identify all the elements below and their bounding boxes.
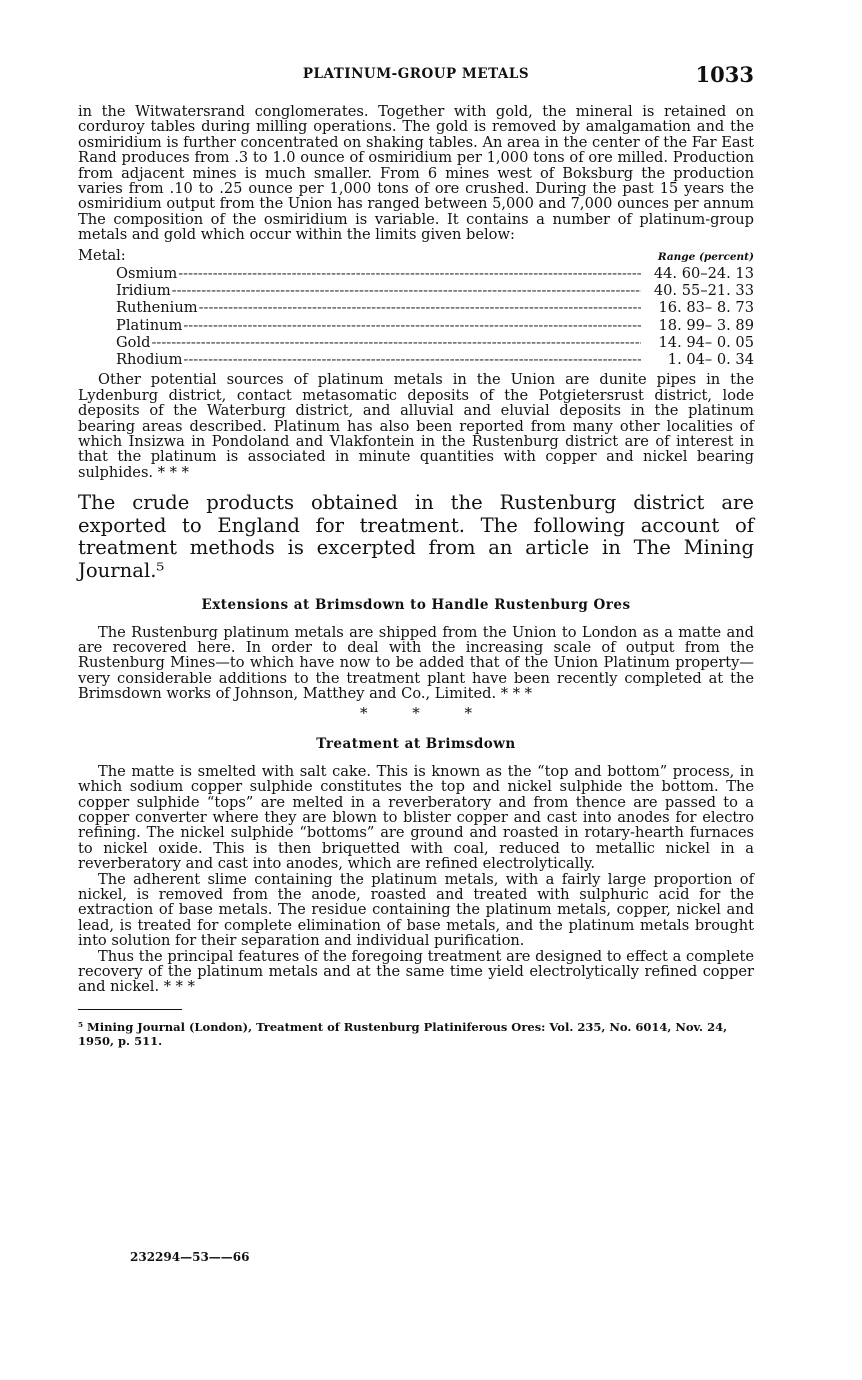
paragraph-crude-products: The crude products obtained in the Rustenburg district are exported to England for treatment. The following account of treatment methods is excerpted from an article in The Mining Journal.⁵: [78, 491, 754, 583]
metal-table: [78, 265, 754, 369]
page-number: 1033: [695, 62, 754, 87]
paragraph-other-sources: Other potential sources of platinum metals in the Union are dunite pipes in the Lydenburg district, contact metasomatic deposits of the Potgietersrust district, lode deposits of the Waterburg district, and alluvial and eluvial deposits in the platinum bearing areas described. Platinum has also been reported from many other localities of which Insizwa in Pondoland and Vlakfontein in the Rustenburg district are of interest in that the platinum is associated in minute quantities with copper and nickel bearing sulphides. * * *: [78, 371, 754, 481]
paragraph-principal-features: Thus the principal features of the foregoing treatment are designed to effect a complete recovery of the platinum metals and at the same time yield electrolytically refined copper and nickel. * * *: [78, 947, 754, 996]
printer-code: 232294—53——66: [130, 1250, 250, 1264]
metal-name: Osmium: [116, 264, 178, 282]
metal-range: 44. 60–24. 13: [653, 264, 754, 282]
footnote: ⁵ Mining Journal (London), Treatment of Rustenburg Platiniferous Ores: Vol. 235, No. 6014, Nov. 24, 1950, p. 511.: [78, 1019, 728, 1048]
metal-row: [78, 265, 754, 282]
leader-dots: [151, 334, 641, 351]
heading-extensions: Extensions at Brimsdown to Handle Rustenburg Ores: [201, 596, 631, 613]
body-text: [78, 104, 754, 1048]
metal-name: Iridium: [116, 281, 171, 299]
metal-row: [78, 317, 754, 334]
metal-name: Platinum: [116, 316, 183, 334]
leader-dots: [172, 282, 641, 299]
metal-range: 18. 99– 3. 89: [658, 316, 754, 334]
metal-range: 40. 55–21. 33: [653, 281, 754, 299]
metal-name: Rhodium: [116, 351, 183, 369]
leader-dots: [183, 351, 641, 368]
metal-row: [78, 334, 754, 351]
paragraph-matte-smelting: The matte is smelted with salt cake. This is known as the “top and bottom” process, in which sodium copper sulphide constitutes the top and nickel sulphide the bottom. The copper sulphide “tops” are melted in a reverberatory and from thence are passed to a copper converter where they are blown to blister copper and cast into anodes for electro refining. The nickel sulphide “bottoms” are ground and roasted in rotary-hearth furnaces to nickel oxide. This is then briquetted with coal, reduced to metallic nickel in a reverberatory and cast into anodes, which are refined electrolytically.: [78, 762, 754, 873]
metal-row: [78, 351, 754, 368]
paragraph-witwatersrand: in the Witwatersrand conglomerates. Together with gold, the mineral is retained on corduroy tables during milling operations. The gold is removed by amalgamation and the osmiridium is further concentrated on shaking tables. An area in the center of the Far East Rand produces from .3 to 1.0 ounce of osmiridium per 1,000 tons of ore milled. Production from adjacent mines is much smaller. From 6 mines west of Boksburg the production varies from .10 to .25 ounce per 1,000 tons of ore crushed. During the past 15 years the osmiridium output from the Union has ranged between 5,000 and 7,000 ounces per annum The composition of the osmiridium is variable. It contains a number of platinum-group metals and gold which occur within the limits given below:: [78, 103, 754, 244]
metal-name: Gold: [116, 333, 151, 351]
metal-range: 1. 04– 0. 34: [667, 351, 754, 369]
leader-dots: [199, 299, 641, 316]
metal-table-header: [78, 248, 754, 264]
metal-range: 14. 94– 0. 05: [658, 333, 754, 351]
separator-stars: * * *: [359, 703, 473, 722]
leader-dots: [183, 317, 641, 334]
metal-label: Metal:: [78, 246, 126, 264]
paragraph-adherent-slime: The adherent slime containing the platinum metals, with a fairly large proportion of nickel, is removed from the anode, roasted and treated with sulphuric acid for the extraction of base metals. The residue containing the platinum metals, copper, nickel and lead, is treated for complete elimination of base metals, and the platinum metals brought into solution for their separation and individual purification.: [78, 870, 754, 950]
leader-dots: [178, 265, 641, 282]
heading-treatment: Treatment at Brimsdown: [316, 735, 516, 752]
paragraph-rustenburg-shipping: The Rustenburg platinum metals are shipped from the Union to London as a matte and are recovered here. In order to deal with the increasing scale of output from the Rustenburg Mines—to which have now to be added that of the Union Platinum property—very considerable additions to the treatment plant have been recently completed at the Brimsdown works of Johnson, Matthey and Co., Limited. * * *: [78, 623, 754, 703]
metal-row: [78, 299, 754, 316]
metal-range: 16. 83– 8. 73: [658, 299, 754, 317]
footnote-rule: [78, 1009, 182, 1010]
running-title: PLATINUM-GROUP METALS: [302, 66, 530, 82]
page-header: [78, 62, 754, 90]
range-heading: Range (percent): [657, 250, 754, 263]
metal-row: [78, 282, 754, 299]
metal-name: Ruthenium: [116, 299, 198, 317]
